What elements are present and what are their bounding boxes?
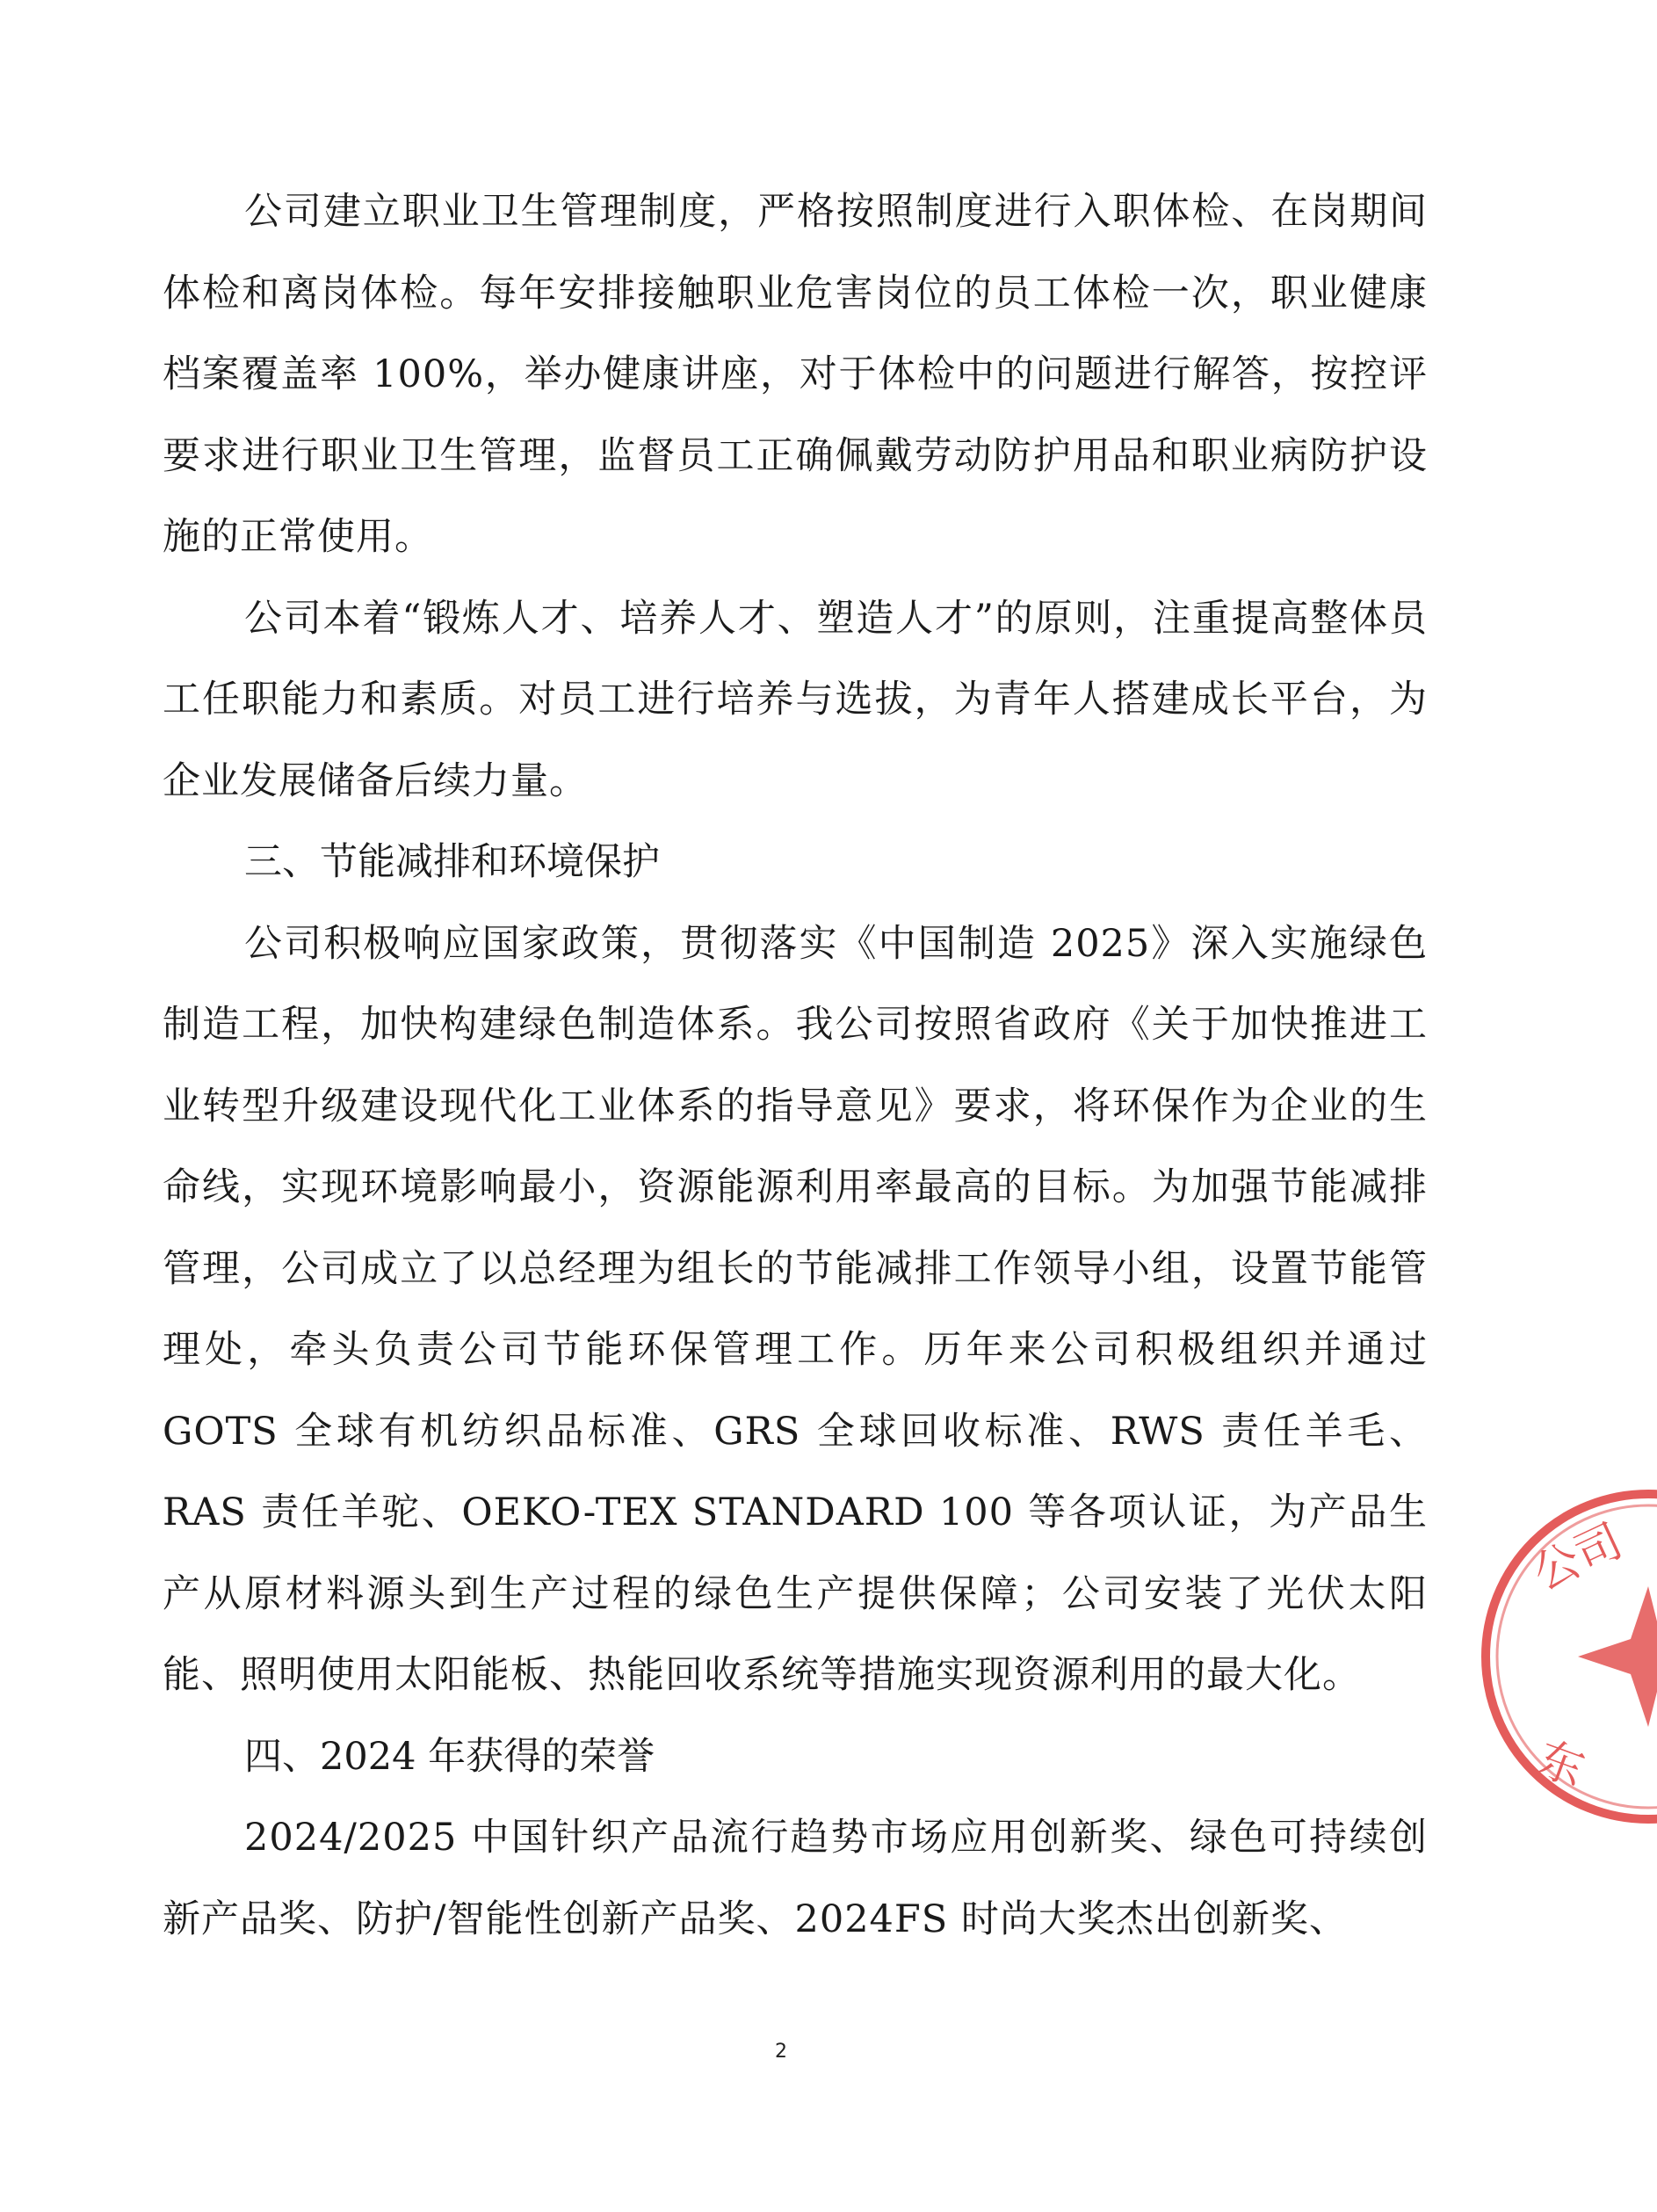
- section-heading-honors-2024: 四、2024 年获得的荣誉: [244, 1734, 655, 1779]
- paragraph-environmental-protection: 公司积极响应国家政策，贯彻落实《中国制造 2025》深入实施绿色制造工程，加快构建绿色制造体系。我公司按照省政府《关于加快推进工业转型升级建设现代化工业体系的指导意见》要求，将环保作为企业的生命线，实现环境影响最小，资源能源利用率最高的目标。为加强节能减排管理，公司成立了以总经理为组长的节能减排工作领导小组，设置节能管理处，牵头负责公司节能环保管理工作。历年来公司积极组织并通过 GOTS 全球有机纺织品标准、GRS 全球回收标准、RWS 责任羊毛、RAS 责任羊驼、OEKO-TEX STANDARD 100 等各项认证，为产品生产从原材料源头到生产过程的绿色生产提供保障；公司安装了光伏太阳能、照明使用太阳能板、热能回收系统等措施实现资源利用的最大化。: [163, 921, 1428, 1697]
- page-number: 2: [775, 2041, 787, 2063]
- seal-star-icon: [1578, 1586, 1657, 1727]
- seal-top-text: 公司: [1525, 1514, 1631, 1601]
- paragraph-occupational-health: 公司建立职业卫生管理制度，严格按照制度进行入职体检、在岗期间体检和离岗体检。每年安排接触职业危害岗位的员工体检一次，职业健康档案覆盖率 100%，举办健康讲座，对于体检中的问题进行解答，按控评要求进行职业卫生管理，监督员工正确佩戴劳动防护用品和职业病防护设施的正常使用。: [163, 190, 1428, 559]
- paragraph-honors-list: 2024/2025 中国针织产品流行趋势市场应用创新奖、绿色可持续创新产品奖、防护/智能性创新产品奖、2024FS 时尚大奖杰出创新奖、: [163, 1816, 1428, 1941]
- company-seal-stamp: [1481, 1481, 1657, 1832]
- paragraph-talent-development: 公司本着“锻炼人才、培养人才、塑造人才”的原则，注重提高整体员工任职能力和素质。对员工进行培养与选拔，为青年人搭建成长平台，为企业发展储备后续力量。: [163, 596, 1428, 803]
- seal-bottom-text: 东: [1530, 1731, 1591, 1798]
- document-body: [163, 171, 1428, 1960]
- seal-graphic: [1481, 1481, 1657, 1832]
- section-heading-energy-saving: 三、节能减排和环境保护: [244, 840, 660, 884]
